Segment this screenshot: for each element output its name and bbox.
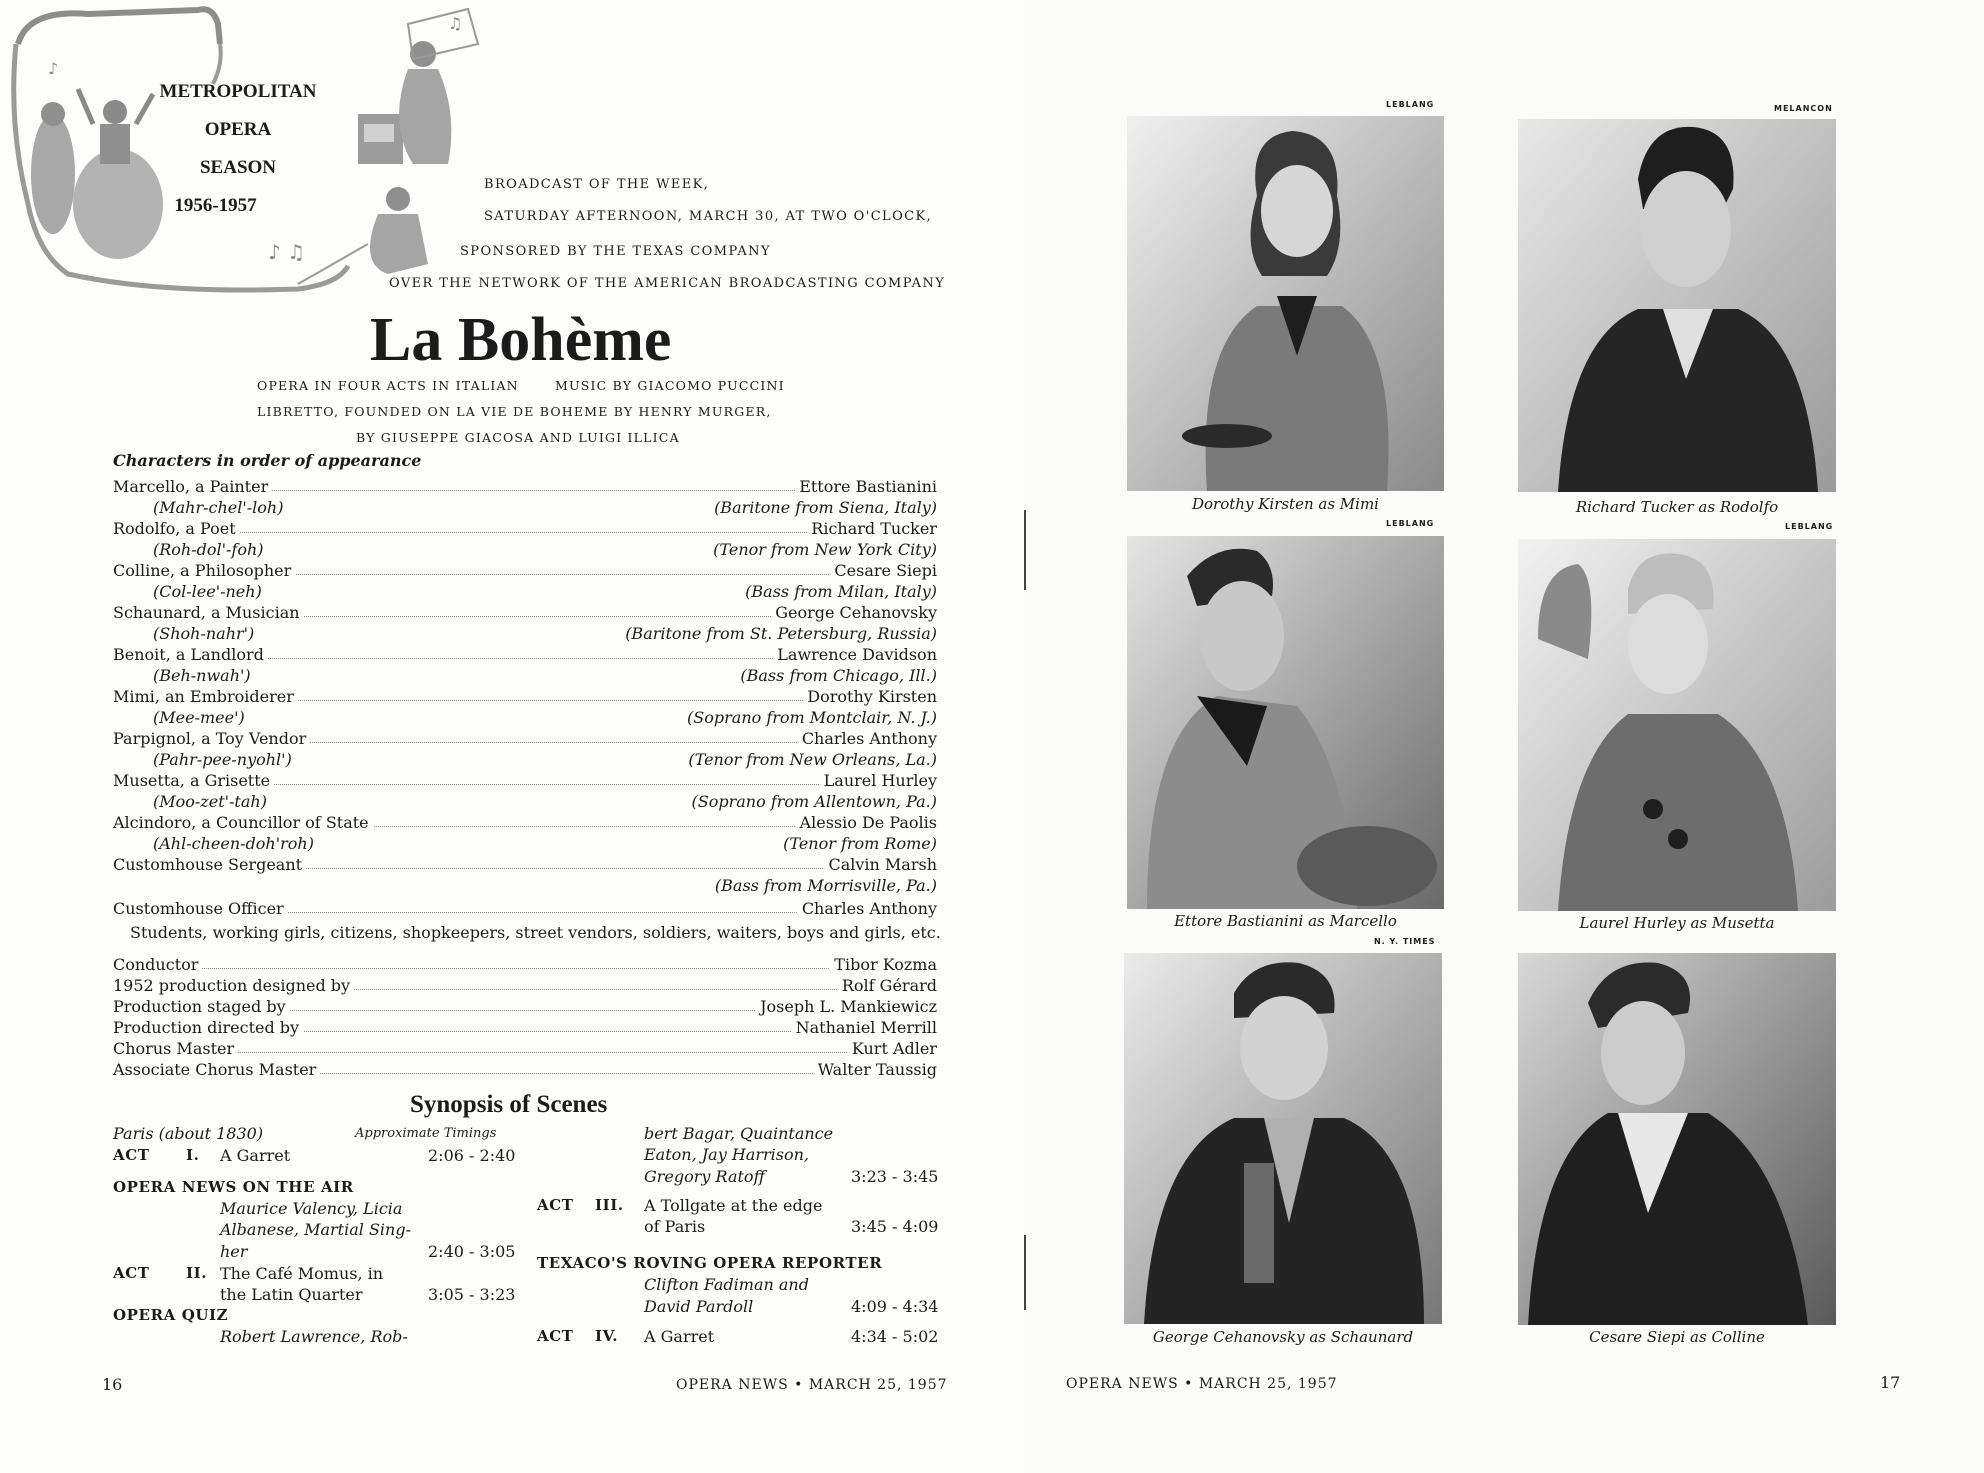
footer-text: OPERA NEWS • MARCH 25, 1957 <box>1066 1376 1338 1392</box>
staff-row <box>113 976 937 997</box>
act-number: II. <box>186 1264 208 1282</box>
segment-heading: OPERA NEWS ON THE AIR <box>113 1178 354 1196</box>
cast-detail-row <box>113 582 937 603</box>
segment-heading: TEXACO'S ROVING OPERA REPORTER <box>537 1254 883 1272</box>
cast-origin: (Soprano from Allentown, Pa.) <box>688 792 937 811</box>
ensemble-note: Students, working girls, citizens, shopkeepers, street vendors, soldiers, waiters, boys and girls, etc. <box>130 923 941 942</box>
cast-origin: (Tenor from New York City) <box>709 540 937 559</box>
binding-staple <box>1024 510 1026 590</box>
banner-line: 1956-1957 <box>174 195 257 216</box>
segment-text: Robert Lawrence, Rob- <box>220 1327 408 1346</box>
staff-name: Rolf Gérard <box>838 976 937 995</box>
portrait-photo <box>1127 116 1444 491</box>
act-scene: the Latin Quarter <box>220 1285 363 1304</box>
cast-detail-row <box>113 708 937 729</box>
act-label: ACT <box>537 1196 574 1214</box>
cast-role: Mimi, an Embroiderer <box>113 687 298 706</box>
cast-origin: (Baritone from St. Petersburg, Russia) <box>621 624 937 643</box>
cast-singer: Richard Tucker <box>807 519 937 538</box>
segment-time: 4:09 - 4:34 <box>851 1297 939 1316</box>
banner-line: OPERA <box>204 119 272 140</box>
photo-image <box>1518 119 1836 492</box>
photo-credit: LEBLANG <box>1386 519 1435 528</box>
staff-role: Associate Chorus Master <box>113 1060 320 1079</box>
staff-role: Production staged by <box>113 997 290 1016</box>
act-scene: A Tollgate at the edge <box>644 1196 823 1215</box>
page-number: 17 <box>1880 1373 1901 1392</box>
staff-role: Chorus Master <box>113 1039 238 1058</box>
broadcast-line: SPONSORED BY THE TEXAS COMPANY <box>460 244 771 259</box>
cast-row <box>113 687 937 708</box>
staff-role: 1952 production designed by <box>113 976 354 995</box>
staff-row <box>113 997 937 1018</box>
cast-origin: (Tenor from Rome) <box>779 834 937 853</box>
segment-time: 2:40 - 3:05 <box>428 1242 516 1261</box>
characters-heading: Characters in order of appearance <box>113 451 422 470</box>
cast-row <box>113 603 937 624</box>
cast-row <box>113 813 937 834</box>
portrait-photo <box>1127 536 1444 909</box>
svg-text:♪: ♪ <box>48 59 59 78</box>
act-label: ACT <box>113 1264 150 1282</box>
cast-pronunciation: (Mee-mee') <box>153 708 249 727</box>
broadcast-line: SATURDAY AFTERNOON, MARCH 30, AT TWO O'CLOCK, <box>484 209 933 224</box>
binding-staple <box>1024 1235 1026 1310</box>
cast-pronunciation: (Pahr-pee-nyohl') <box>153 750 296 769</box>
photo-caption: Richard Tucker as Rodolfo <box>1575 498 1779 516</box>
staff-name: Joseph L. Mankiewicz <box>756 997 937 1016</box>
cast-pronunciation: (Roh-dol'-foh) <box>153 540 268 559</box>
act-time: 4:34 - 5:02 <box>851 1327 939 1346</box>
act-label: ACT <box>113 1146 150 1164</box>
photo-image <box>1518 539 1836 911</box>
photo-credit: LEBLANG <box>1785 522 1834 531</box>
cast-row <box>113 729 937 750</box>
cast-detail-row <box>113 876 937 897</box>
staff-name: Walter Taussig <box>814 1060 937 1079</box>
staff-row <box>113 955 937 976</box>
cast-row <box>113 477 937 498</box>
subtitle-line: MUSIC BY GIACOMO PUCCINI <box>555 378 785 393</box>
cast-row <box>113 771 937 792</box>
segment-text: Maurice Valency, Licia <box>220 1199 403 1218</box>
subtitle-line: OPERA IN FOUR ACTS IN ITALIAN <box>257 378 519 393</box>
photo-credit: N. Y. TIMES <box>1374 937 1436 946</box>
svg-text:♪ ♫: ♪ ♫ <box>268 240 306 264</box>
photo-image <box>1127 116 1444 491</box>
segment-text: her <box>220 1242 248 1261</box>
portrait-photo <box>1518 953 1836 1325</box>
cast-row <box>113 519 937 540</box>
act-scene: The Café Momus, in <box>220 1264 384 1283</box>
cast-detail-row <box>113 666 937 687</box>
segment-text: Clifton Fadiman and <box>644 1275 809 1294</box>
staff-row <box>113 1039 937 1060</box>
cast-pronunciation: (Ahl-cheen-doh'roh) <box>153 834 318 853</box>
cast-origin: (Tenor from New Orleans, La.) <box>684 750 937 769</box>
cast-origin: (Bass from Morrisville, Pa.) <box>711 876 937 895</box>
cast-pronunciation: (Moo-zet'-tah) <box>153 792 271 811</box>
act-scene: of Paris <box>644 1217 706 1236</box>
synopsis-setting: Paris (about 1830) <box>113 1124 264 1143</box>
cast-role: Customhouse Officer <box>113 899 288 918</box>
photo-caption: Ettore Bastianini as Marcello <box>1174 912 1397 930</box>
act-time: 3:45 - 4:09 <box>851 1217 939 1236</box>
subtitle-line: LIBRETTO, FOUNDED ON LA VIE DE BOHEME BY HENRY MURGER, <box>257 404 772 419</box>
photo-image <box>1124 953 1442 1324</box>
cast-singer: Charles Anthony <box>798 729 937 748</box>
act-scene: A Garret <box>644 1327 715 1346</box>
timings-label: Approximate Timings <box>355 1126 497 1141</box>
cast-singer: Ettore Bastianini <box>795 477 937 496</box>
staff-role: Production directed by <box>113 1018 303 1037</box>
cast-role: Benoit, a Landlord <box>113 645 268 664</box>
segment-text: David Pardoll <box>644 1297 754 1316</box>
cast-pronunciation: (Shoh-nahr') <box>153 624 258 643</box>
segment-heading: OPERA QUIZ <box>113 1306 229 1324</box>
cast-pronunciation: (Mahr-chel'-loh) <box>153 498 287 517</box>
act-scene: A Garret <box>220 1146 291 1165</box>
footer-text: OPERA NEWS • MARCH 25, 1957 <box>676 1377 948 1393</box>
photo-caption: Laurel Hurley as Musetta <box>1579 914 1775 932</box>
broadcast-line: OVER THE NETWORK OF THE AMERICAN BROADCASTING COMPANY <box>389 276 946 291</box>
photo-caption: George Cehanovsky as Schaunard <box>1152 1328 1414 1346</box>
cast-detail-row <box>113 750 937 771</box>
act-number: IV. <box>595 1327 619 1345</box>
staff-name: Tibor Kozma <box>830 955 937 974</box>
segment-text: Gregory Ratoff <box>644 1167 765 1186</box>
staff-row <box>113 1018 937 1039</box>
segment-text: Albanese, Martial Sing- <box>220 1220 411 1239</box>
staff-name: Kurt Adler <box>848 1039 937 1058</box>
cast-detail-row <box>113 498 937 519</box>
staff-row <box>113 1060 937 1081</box>
cast-detail-row <box>113 624 937 645</box>
photo-image <box>1127 536 1444 909</box>
segment-time: 3:23 - 3:45 <box>851 1167 939 1186</box>
right-page <box>1024 0 1984 1473</box>
svg-text:♫: ♫ <box>448 14 463 33</box>
act-time: 3:05 - 3:23 <box>428 1285 516 1304</box>
cast-detail-row <box>113 540 937 561</box>
cast-singer: Dorothy Kirsten <box>803 687 937 706</box>
synopsis-heading: Synopsis of Scenes <box>410 1091 608 1118</box>
cast-detail-row <box>113 792 937 813</box>
season-banner <box>138 73 338 225</box>
cast-pronunciation: (Col-lee'-neh) <box>153 582 266 601</box>
cast-singer: Charles Anthony <box>798 899 937 918</box>
cast-row <box>113 645 937 666</box>
staff-name: Nathaniel Merrill <box>792 1018 937 1037</box>
photo-credit: MELANCON <box>1774 104 1833 113</box>
photo-caption: Dorothy Kirsten as Mimi <box>1192 495 1379 513</box>
cast-role: Parpignol, a Toy Vendor <box>113 729 310 748</box>
cast-origin: (Soprano from Montclair, N. J.) <box>683 708 937 727</box>
cast-origin: (Bass from Milan, Italy) <box>741 582 937 601</box>
act-label: ACT <box>537 1327 574 1345</box>
photo-image <box>1518 953 1836 1325</box>
cast-role: Rodolfo, a Poet <box>113 519 240 538</box>
cast-role: Marcello, a Painter <box>113 477 272 496</box>
cast-role: Customhouse Sergeant <box>113 855 306 874</box>
portrait-photo <box>1124 953 1442 1324</box>
photo-credit: LEBLANG <box>1386 100 1435 109</box>
photo-caption: Cesare Siepi as Colline <box>1589 1328 1765 1346</box>
cast-row <box>113 561 937 582</box>
portrait-photo <box>1518 119 1836 492</box>
segment-text: Eaton, Jay Harrison, <box>644 1145 809 1164</box>
cast-singer: George Cehanovsky <box>771 603 937 622</box>
cast-row <box>113 899 937 920</box>
banner-line: METROPOLITAN <box>159 81 317 102</box>
act-time: 2:06 - 2:40 <box>428 1146 516 1165</box>
act-number: III. <box>595 1196 624 1214</box>
cast-singer: Laurel Hurley <box>820 771 937 790</box>
cast-origin: (Baritone from Siena, Italy) <box>710 498 937 517</box>
act-number: I. <box>186 1146 200 1164</box>
cast-role: Musetta, a Grisette <box>113 771 274 790</box>
cast-role: Schaunard, a Musician <box>113 603 304 622</box>
portrait-photo <box>1518 539 1836 911</box>
staff-role: Conductor <box>113 955 202 974</box>
opera-title: La Bohème <box>370 306 672 374</box>
cast-pronunciation: (Beh-nwah') <box>153 666 255 685</box>
cast-singer: Calvin Marsh <box>824 855 937 874</box>
cast-row <box>113 855 937 876</box>
page-number: 16 <box>102 1375 123 1394</box>
cast-singer: Alessio De Paolis <box>796 813 937 832</box>
cast-role: Colline, a Philosopher <box>113 561 295 580</box>
cast-origin: (Bass from Chicago, Ill.) <box>736 666 937 685</box>
cast-singer: Cesare Siepi <box>830 561 937 580</box>
cast-singer: Lawrence Davidson <box>773 645 937 664</box>
subtitle-line: BY GIUSEPPE GIACOSA AND LUIGI ILLICA <box>356 430 680 445</box>
cast-detail-row <box>113 834 937 855</box>
broadcast-line: BROADCAST OF THE WEEK, <box>484 177 710 192</box>
banner-line: SEASON <box>199 157 277 178</box>
segment-text: bert Bagar, Quaintance <box>644 1124 834 1143</box>
cast-role: Alcindoro, a Councillor of State <box>113 813 373 832</box>
